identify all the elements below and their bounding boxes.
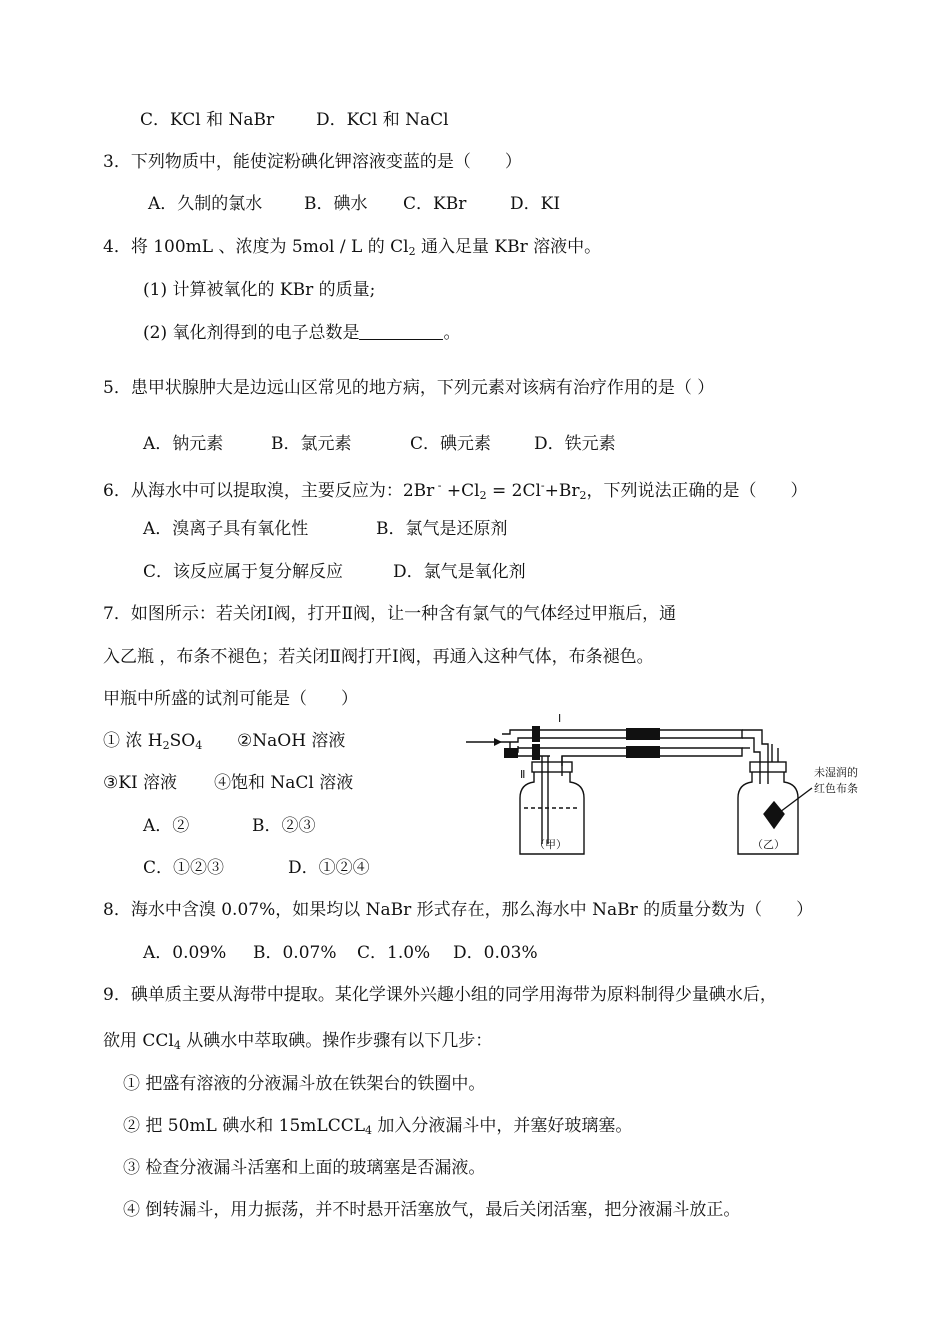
question-7-line-3: 甲瓶中所盛的试剂可能是（ ） [103,689,358,709]
q6-option-d: D．氯气是氧化剂 [393,562,526,582]
q4-subscript: 2 [408,245,416,258]
question-9-line-1: 9．碘单质主要从海带中提取。某化学课外兴趣小组的同学用海带为原料制得少量碘水后， [103,985,777,1005]
q7-reagent-1 [103,730,202,757]
question-3: 3．下列物质中，能使淀粉碘化钾溶液变蓝的是（ ） [103,152,522,172]
q8-option-b: B．0.07% [253,943,337,963]
cloth-label-line-2: 红色布条 [814,782,858,795]
q4-part-2 [143,322,460,344]
valve-1-label: I [558,712,562,725]
q5-option-b: B．氯元素 [271,434,352,454]
q4-text-pre: 4．将 100mL 、浓度为 5mol / L 的 Cl [103,237,409,257]
q6-option-a: A．溴离子具有氧化性 [143,519,309,539]
q6-text-mid-1: +Cl [441,481,480,501]
q7-reagent-4: ④饱和 NaCl 溶液 [214,773,354,793]
question-6 [103,475,807,507]
q4-part-1: (1) 计算被氧化的 KBr 的质量; [143,280,376,300]
q7-option-c: C．①②③ [143,858,225,878]
q7-option-a: A．② [143,816,190,836]
q7-reagent-1-mid: SO [169,731,196,751]
q6-text-pre: 6．从海水中可以提取溴，主要反应为：2Br [103,481,435,501]
q3-option-c: C．KBr [403,194,467,214]
q7-reagent-3: ③KI 溶液 [103,773,178,793]
q8-option-d: D．0.03% [453,943,538,963]
q7-reagent-1-sub-2: 4 [195,739,203,752]
q9-step-2-pre: ② 把 50mL 碘水和 15mLCCL [123,1116,366,1136]
q8-option-c: C．1.0% [357,943,431,963]
question-7-line-1: 7．如图所示：若关闭Ⅰ阀，打开Ⅱ阀，让一种含有氯气的气体经过甲瓶后，通 [103,604,677,624]
q9-step-4: ④ 倒转漏斗，用力振荡，并不时悬开活塞放气，最后关闭活塞，把分液漏斗放正。 [123,1200,741,1220]
q9-line-2-sub: 4 [173,1039,181,1052]
question-5: 5．患甲状腺肿大是边远山区常见的地方病，下列元素对该病有治疗作用的是（ ） [103,378,715,398]
q6-text-mid-3: +Br [544,481,580,501]
bottle-yi-label: （乙） [752,838,785,851]
right-pipe-inner [742,738,760,784]
q2-option-c: C．KCl 和 NaBr [140,110,275,130]
q5-option-c: C．碘元素 [410,434,492,454]
q9-step-2-post: 加入分液漏斗中，并塞好玻璃塞。 [372,1116,633,1136]
q7-reagent-1-pre: ① 浓 H [103,731,163,751]
q9-line-2-post: 从碘水中萃取碘。操作步骤有以下几步： [180,1031,493,1051]
apparatus-diagram [462,704,882,860]
q3-option-d: D．KI [510,194,561,214]
q3-option-a: A．久制的氯水 [148,194,263,214]
q6-sub-2: 2 [579,489,587,502]
inlet-arrowhead [494,738,502,746]
question-9-line-2 [103,1030,492,1057]
cloth-pointer [780,788,812,812]
valve-2 [532,744,540,760]
cloth-label-line-1: 未湿润的 [814,766,858,779]
bottle-jia-label: （甲） [534,838,567,851]
q9-step-2-sub: 4 [365,1124,373,1137]
q5-option-a: A．钠元素 [143,434,224,454]
q4-part-2-text: (2) 氧化剂得到的电子总数是 [143,323,360,343]
q6-text-post: ，下列说法正确的是（ ） [586,481,808,501]
q9-step-3: ③ 检查分液漏斗活塞和上面的玻璃塞是否漏液。 [123,1158,486,1178]
q7-reagent-1-sub-1: 2 [162,739,170,752]
upper-hose [626,728,660,740]
q4-text-post: 通入足量 KBr 溶液中。 [415,237,602,257]
q3-option-b: B．碘水 [304,194,368,214]
q7-option-b: B．②③ [252,816,316,836]
q6-sup-1: - [434,479,442,492]
q5-option-d: D．铁元素 [534,434,616,454]
valve-1 [532,726,540,742]
q4-part-2-end: 。 [443,323,461,343]
q6-sup-2: - [540,479,545,492]
question-4 [103,236,601,263]
q9-line-2-pre: 欲用 CCl [103,1031,174,1051]
q6-sub-1: 2 [479,489,487,502]
apparatus-figure [462,704,882,860]
q8-option-a: A．0.09% [143,943,227,963]
question-8: 8．海水中含溴 0.07%，如果均以 NaBr 形式存在，那么海水中 NaBr 的质量分数为（ ） [103,900,814,920]
red-cloth-strip [764,802,784,828]
q6-option-b: B．氯气是还原剂 [376,519,508,539]
lower-hose [626,746,660,758]
q7-reagent-2: ②NaOH 溶液 [237,731,346,751]
q2-option-d: D．KCl 和 NaCl [316,110,449,130]
valve-2-label: Ⅱ [520,768,526,781]
jia-stopper [532,762,572,772]
q9-step-1: ① 把盛有溶液的分液漏斗放在铁架台的铁圈中。 [123,1074,486,1094]
question-7-line-2: 入乙瓶 ，布条不褪色；若关闭Ⅱ阀打开Ⅰ阀，再通入这种气体，布条褪色。 [103,647,654,667]
q6-text-mid-2: = 2Cl [486,481,541,501]
answer-blank[interactable] [359,323,443,340]
q7-option-d: D．①②④ [288,858,370,878]
q6-option-c: C．该反应属于复分解反应 [143,562,344,582]
q9-step-2 [123,1115,632,1142]
